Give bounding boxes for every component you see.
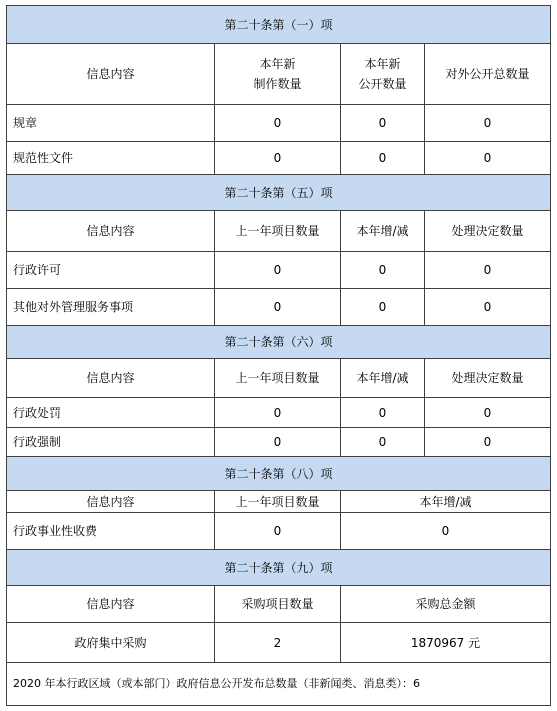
footer-total-count: 2020 年本行政区域（或本部门）政府信息公开发布总数量（非新闻类、消息类）：6: [13, 677, 420, 690]
row-label: 行政许可: [13, 263, 62, 277]
row-value: 0: [424, 105, 550, 141]
footer-row: [7, 663, 550, 705]
section-header: [7, 457, 550, 491]
header-total-published-count: 对外公开总数量: [424, 44, 550, 104]
column-header-row: [7, 44, 550, 105]
header-decision-count: 处理决定数量: [424, 211, 550, 251]
header-info-content: 信息内容: [86, 494, 135, 509]
row-value: 0: [214, 289, 340, 325]
section-title: 第二十条第（五）项: [224, 185, 333, 200]
table-row: [7, 252, 550, 289]
row-value: 0: [340, 513, 550, 549]
table-row: [7, 105, 550, 142]
header-year-change: 本年增/减: [340, 359, 424, 397]
table-row: [7, 623, 550, 663]
section-title: 第二十条第（六）项: [224, 335, 333, 349]
section-title: 第二十条第（一）项: [224, 17, 333, 32]
table-row: [7, 428, 550, 457]
row-value: 0: [424, 398, 550, 427]
row-label: 其他对外管理服务事项: [13, 300, 134, 314]
row-value: 0: [214, 142, 340, 174]
header-procurement-amount: 采购总金额: [340, 586, 550, 622]
row-value: 0: [214, 105, 340, 141]
row-label: 行政处罚: [13, 405, 62, 420]
row-label: 规范性文件: [13, 151, 74, 165]
column-header-row: [7, 491, 550, 513]
row-value: 0: [340, 398, 424, 427]
header-info-content: 信息内容: [86, 224, 135, 238]
header-year-change: 本年增/减: [340, 211, 424, 251]
row-value: 0: [340, 289, 424, 325]
row-value: 0: [340, 142, 424, 174]
section-title: 第二十条第（八）项: [224, 466, 333, 481]
header-new-published-count: 本年新 公开数量: [340, 44, 424, 104]
table-row: [7, 289, 550, 326]
table-row: [7, 513, 550, 550]
row-value: 0: [340, 428, 424, 456]
row-value: 0: [424, 289, 550, 325]
column-header-row: [7, 359, 550, 398]
header-year-change: 本年增/减: [340, 491, 550, 512]
header-decision-count: 处理决定数量: [424, 359, 550, 397]
table-row: [7, 142, 550, 175]
section-header: [7, 6, 550, 44]
table-row: [7, 398, 550, 428]
row-value: 0: [424, 252, 550, 288]
column-header-row: [7, 211, 550, 252]
header-last-year-count: 上一年项目数量: [214, 211, 340, 251]
row-value: 0: [214, 428, 340, 456]
row-value: 0: [214, 398, 340, 427]
section-header: [7, 175, 550, 211]
header-procurement-count: 采购项目数量: [214, 586, 340, 622]
section-header: [7, 326, 550, 359]
row-value: 2: [214, 623, 340, 662]
header-info-content: 信息内容: [86, 67, 135, 81]
section-title: 第二十条第（九）项: [224, 560, 333, 575]
row-value: 1870967 元: [340, 623, 550, 662]
section-header: [7, 550, 550, 586]
header-info-content: 信息内容: [86, 371, 135, 385]
header-info-content: 信息内容: [86, 597, 135, 611]
row-label: 政府集中采购: [74, 635, 147, 650]
disclosure-table: [6, 5, 551, 706]
row-value: 0: [340, 252, 424, 288]
row-value: 0: [424, 428, 550, 456]
header-last-year-count: 上一年项目数量: [214, 359, 340, 397]
row-value: 0: [214, 513, 340, 549]
row-value: 0: [214, 252, 340, 288]
row-label: 规章: [13, 116, 38, 130]
row-value: 0: [340, 105, 424, 141]
column-header-row: [7, 586, 550, 623]
row-value: 0: [424, 142, 550, 174]
header-new-made-count: 本年新 制作数量: [214, 44, 340, 104]
header-last-year-count: 上一年项目数量: [214, 491, 340, 512]
row-label: 行政事业性收费: [13, 524, 98, 538]
row-label: 行政强制: [13, 435, 62, 449]
